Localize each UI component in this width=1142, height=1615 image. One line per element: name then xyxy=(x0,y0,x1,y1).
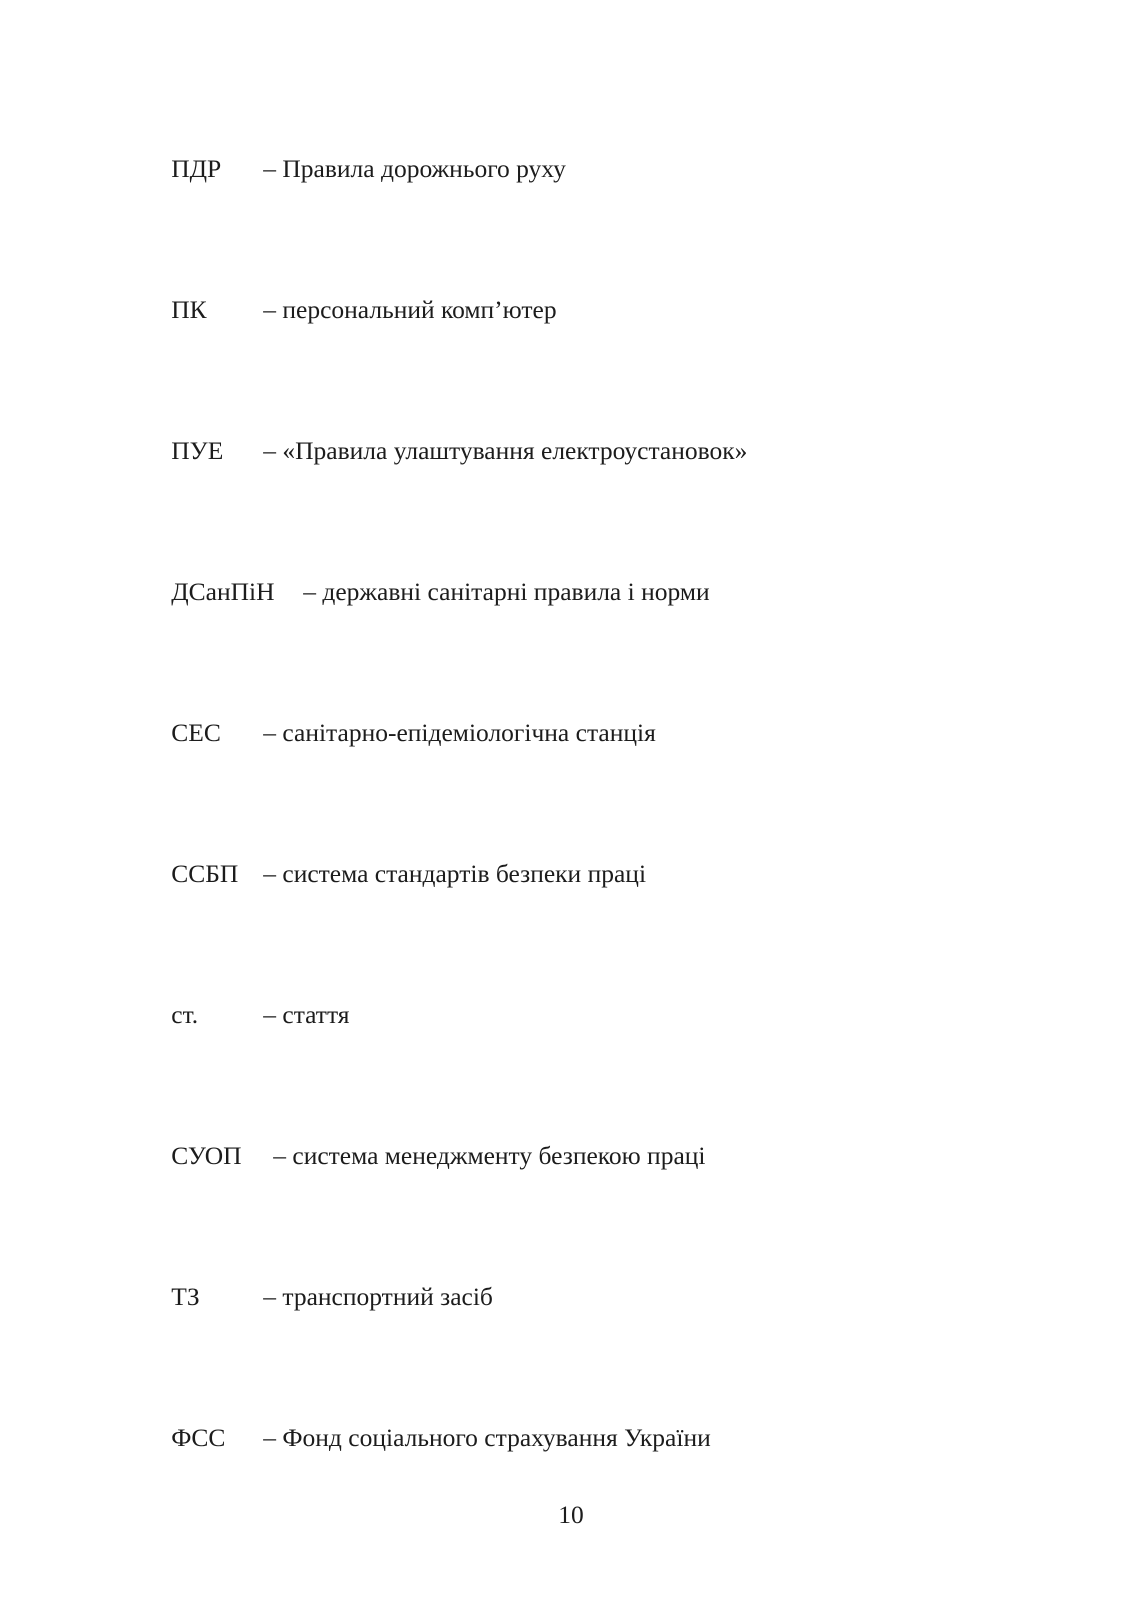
abbreviation-term: ст. xyxy=(171,1000,199,1029)
abbreviation-list xyxy=(133,98,1013,1508)
abbreviation-dash: – xyxy=(263,1423,276,1452)
list-item xyxy=(133,662,1013,803)
abbreviation-term: ССБП xyxy=(171,859,239,888)
abbreviation-definition: стаття xyxy=(282,1000,350,1029)
abbreviation-term: ПДР xyxy=(171,154,222,183)
list-item xyxy=(133,521,1013,662)
abbreviation-dash: – xyxy=(263,436,276,465)
abbreviation-definition: транспортний засіб xyxy=(282,1282,493,1311)
abbreviation-definition: «Правила улаштування електроустановок» xyxy=(282,436,748,465)
abbreviation-definition: державні санітарні правила і норми xyxy=(322,577,710,606)
abbreviation-dash: – xyxy=(263,154,276,183)
abbreviation-term: ПУЕ xyxy=(171,436,224,465)
list-item xyxy=(133,239,1013,380)
list-item xyxy=(133,1085,1013,1226)
abbreviation-term: СУОП xyxy=(171,1141,242,1170)
list-item xyxy=(133,803,1013,944)
abbreviation-dash: – xyxy=(273,1141,286,1170)
abbreviation-definition: Правила дорожнього руху xyxy=(282,154,566,183)
abbreviation-definition: система стандартів безпеки праці xyxy=(282,859,647,888)
abbreviation-dash: – xyxy=(263,859,276,888)
abbreviation-definition: система менеджменту безпекою праці xyxy=(292,1141,706,1170)
abbreviation-dash: – xyxy=(263,1000,276,1029)
abbreviation-term: ДСанПіН xyxy=(171,577,275,606)
abbreviation-definition: персональний комп’ютер xyxy=(282,295,557,324)
abbreviation-dash: – xyxy=(263,295,276,324)
list-item xyxy=(133,1226,1013,1367)
abbreviation-definition: Фонд соціального страхування України xyxy=(282,1423,711,1452)
list-item xyxy=(133,944,1013,1085)
abbreviation-term: СЕС xyxy=(171,718,221,747)
abbreviation-dash: – xyxy=(263,1282,276,1311)
abbreviation-term: ТЗ xyxy=(171,1282,200,1311)
list-item xyxy=(133,98,1013,239)
abbreviation-term: ФСС xyxy=(171,1423,226,1452)
page-number: 10 xyxy=(558,1500,584,1529)
list-item xyxy=(133,380,1013,521)
abbreviation-dash: – xyxy=(303,577,316,606)
list-item xyxy=(133,1367,1013,1508)
abbreviation-definition: санітарно-епідеміологічна станція xyxy=(282,718,656,747)
abbreviation-term: ПК xyxy=(171,295,207,324)
abbreviation-dash: – xyxy=(263,718,276,747)
